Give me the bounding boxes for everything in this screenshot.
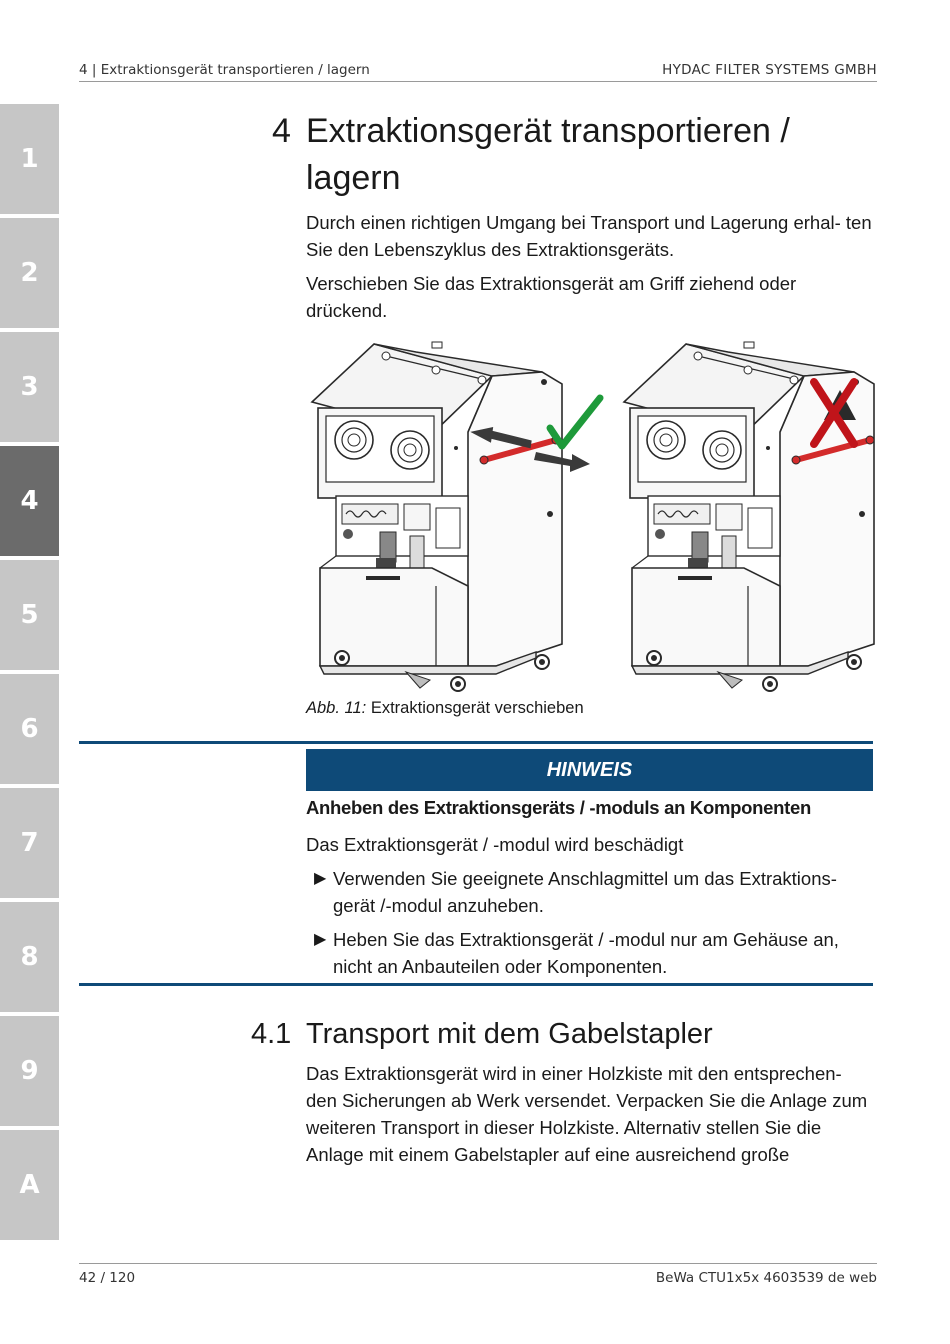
notice-item-text: Heben Sie das Extraktionsgerät / -modul nur am Gehäuse an, nicht an Anbauteilen oder Komponenten.: [333, 929, 839, 977]
chapter-tab-7[interactable]: 7: [0, 788, 59, 898]
notice-consequence: Das Extraktionsgerät / -modul wird beschädigt: [306, 834, 684, 855]
chapter-tab-9[interactable]: 9: [0, 1016, 59, 1126]
running-header: [79, 62, 877, 82]
notice-item-text: Verwenden Sie geeignete Anschlagmittel um das Extraktions- gerät /-modul anzuheben.: [333, 868, 837, 916]
chapter-tab-5[interactable]: 5: [0, 560, 59, 670]
chapter-tab-8[interactable]: 8: [0, 902, 59, 1012]
triangle-right-icon: ▶: [314, 870, 327, 887]
notice-title-bar: HINWEIS: [306, 749, 873, 791]
section-title: Transport mit dem Gabelstapler: [306, 1018, 713, 1050]
header-divider: [79, 81, 877, 82]
chapter-tab-3[interactable]: 3: [0, 332, 59, 442]
section-number: 4.1: [251, 1018, 292, 1050]
device-unit-left: [312, 342, 590, 691]
triangle-right-icon: ▶: [314, 931, 327, 948]
chapter-tab-4[interactable]: 4: [0, 446, 59, 556]
figure-caption: [306, 699, 584, 718]
notice-bottom-rule: [79, 983, 873, 986]
intro-paragraph-1: Durch einen richtigen Umgang bei Transport und Lagerung erhal- ten Sie den Lebenszyklus des Extraktionsgeräts.: [306, 212, 872, 260]
notice-subject: Anheben des Extraktionsgeräts / -moduls an Komponenten: [306, 797, 811, 818]
figure-caption-text: Extraktionsgerät verschieben: [370, 699, 584, 717]
chapter-tab-2[interactable]: 2: [0, 218, 59, 328]
chapter-tab-1[interactable]: 1: [0, 104, 59, 214]
figure-caption-label: Abb. 11:: [306, 699, 367, 717]
intro-paragraph-2: Verschieben Sie das Extraktionsgerät am Griff ziehend oder drückend.: [306, 273, 797, 321]
device-unit-right: [624, 342, 874, 691]
chapter-tab-a[interactable]: A: [0, 1130, 59, 1240]
section-paragraph: Das Extraktionsgerät wird in einer Holzkiste mit den entsprechen- den Sicherungen ab Werk versendet. Verpacken Sie die Anlage zum weiteren Transport in dieser Holzkiste. Alternativ stellen Sie die Anlage mit einem Gabelstapler auf eine ausreichend große: [306, 1063, 868, 1165]
chapter-number: 4: [272, 112, 291, 150]
page-number: 42 / 120: [79, 1270, 136, 1286]
notice-top-rule: [79, 741, 873, 744]
document-id: BeWa CTU1x5x 4603539 de web: [655, 1270, 877, 1286]
chapter-title: Extraktionsgerät transportieren / lagern: [306, 112, 790, 197]
footer-divider: [79, 1263, 877, 1264]
header-chapter: 4 | Extraktionsgerät transportieren / lagern: [79, 62, 370, 78]
push-device-figure: [300, 336, 880, 696]
header-company: HYDAC FILTER SYSTEMS GMBH: [662, 62, 877, 78]
chapter-tab-6[interactable]: 6: [0, 674, 59, 784]
